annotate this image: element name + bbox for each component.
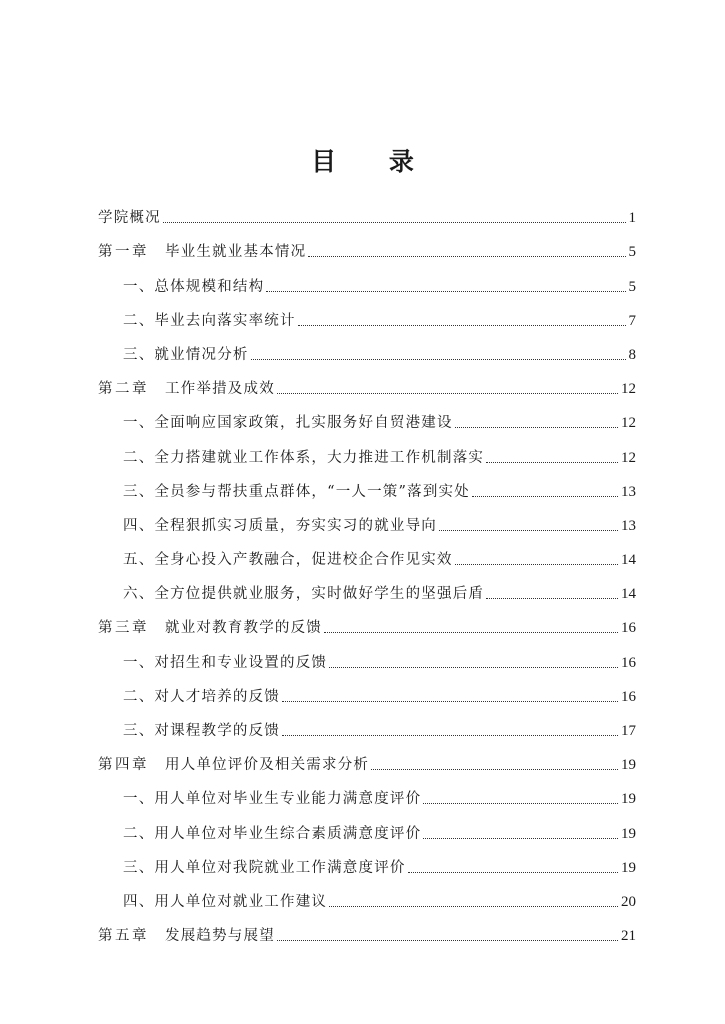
toc-entry-label: [123, 277, 264, 297]
toc-entry-label: [123, 824, 421, 844]
toc-entry-label: [123, 448, 484, 468]
toc-entry[interactable]: [98, 399, 636, 433]
toc-entry-label: [98, 926, 275, 946]
toc-entry-label: [123, 550, 453, 570]
toc-entry-text: 一、用人单位对毕业生专业能力满意度评价: [123, 791, 422, 808]
toc-page-number: 14: [621, 552, 636, 569]
toc-leader-dots: [455, 564, 618, 565]
toc-entry[interactable]: [98, 228, 636, 262]
toc-entry-text: 四、全程狠抓实习质量，夯实实习的就业导向: [123, 517, 437, 534]
toc-leader-dots: [423, 838, 618, 839]
toc-leader-dots: [324, 632, 618, 633]
toc-entry-label: [123, 858, 406, 878]
toc-page-number: 12: [621, 415, 636, 432]
toc-entry[interactable]: [98, 707, 636, 741]
toc-page-number: 17: [621, 723, 636, 739]
toc-entry-label: [123, 516, 437, 536]
toc-entry-text: 三、用人单位对我院就业工作满意度评价: [123, 859, 406, 876]
toc-page-number: 1: [628, 210, 636, 227]
toc-leader-dots: [308, 256, 625, 257]
toc-leader-dots: [277, 940, 618, 941]
toc-entry-text: 三、全员参与帮扶重点群体，“一人一策”落到实处: [123, 483, 470, 500]
toc-entry[interactable]: [98, 604, 636, 638]
toc-entry-label: [123, 482, 470, 502]
toc-entry[interactable]: [98, 673, 636, 707]
toc-leader-dots: [266, 291, 625, 292]
toc-page-number: 16: [621, 620, 636, 637]
toc-leader-dots: [282, 701, 618, 702]
toc-entry-text: 二、用人单位对毕业生综合素质满意度评价: [123, 825, 422, 842]
toc-entry[interactable]: [98, 297, 636, 331]
toc-entry-text: 就业对教育教学的反馈: [165, 620, 322, 637]
toc-entry[interactable]: [98, 433, 636, 467]
toc-page-number: 5: [628, 278, 636, 295]
toc-entry-label: [123, 311, 296, 331]
toc-entry-label: [98, 618, 322, 638]
toc-entry-text: 一、全面响应国家政策，扎实服务好自贸港建设: [123, 415, 453, 432]
toc-page-number: 20: [621, 893, 636, 910]
toc-leader-dots: [408, 872, 618, 873]
toc-entry[interactable]: [98, 468, 636, 502]
toc-entry[interactable]: [98, 194, 636, 228]
toc-leader-dots: [423, 803, 618, 804]
toc-leader-dots: [486, 598, 618, 599]
toc-page-number: 8: [628, 346, 636, 363]
toc-entry[interactable]: [98, 638, 636, 672]
toc-page-number: 13: [621, 483, 636, 500]
toc-entry-text: 三、对课程教学的反馈: [123, 723, 280, 739]
toc-leader-dots: [439, 530, 618, 531]
toc-entry-text: 二、全力搭建就业工作体系，大力推进工作机制落实: [123, 449, 485, 466]
toc-entry[interactable]: [98, 775, 636, 809]
toc-entry-text: 二、对人才培养的反馈: [123, 688, 280, 705]
toc-chapter-number: 第一章: [98, 244, 149, 261]
toc-entry-label: [123, 892, 327, 912]
toc-chapter-number: 第三章: [98, 620, 149, 637]
toc-entry-text: 四、用人单位对就业工作建议: [123, 893, 328, 910]
toc-chapter-number: 第四章: [98, 757, 149, 774]
toc-page-number: 12: [621, 381, 636, 398]
toc-leader-dots: [472, 496, 618, 497]
toc-entry[interactable]: [98, 365, 636, 399]
toc-entry-label: [123, 345, 249, 365]
toc-entry-label: [123, 789, 421, 809]
toc-entry-text: 三、就业情况分析: [123, 346, 249, 363]
toc-page-number: 19: [621, 791, 636, 808]
toc-leader-dots: [486, 462, 618, 463]
toc-entry[interactable]: [98, 502, 636, 536]
toc-leader-dots: [455, 427, 618, 428]
toc-entry-text: 毕业生就业基本情况: [165, 244, 307, 261]
toc-leader-dots: [298, 325, 626, 326]
toc-chapter-number: 第二章: [98, 381, 149, 398]
toc-entry-label: [123, 413, 453, 433]
toc-entry-text: 一、总体规模和结构: [123, 278, 265, 295]
toc-entry-text: 发展趋势与展望: [165, 928, 275, 945]
toc-entry-label: [98, 242, 306, 262]
toc-chapter-number: 第五章: [98, 928, 149, 945]
toc-entry-label: [98, 379, 275, 399]
toc-page-number: 19: [621, 757, 636, 774]
toc-page-number: 14: [621, 586, 636, 603]
toc-entry-text: 用人单位评价及相关需求分析: [165, 757, 370, 774]
toc-entry-label: [123, 653, 327, 673]
toc-page-number: 12: [621, 449, 636, 466]
toc-entry[interactable]: [98, 536, 636, 570]
toc-leader-dots: [371, 769, 618, 770]
toc-page-number: 19: [621, 825, 636, 842]
toc-leader-dots: [251, 359, 626, 360]
toc-page-number: 16: [621, 654, 636, 671]
toc-entry-label: [123, 687, 280, 707]
toc-entry-label: [123, 584, 484, 604]
toc-entry[interactable]: [98, 741, 636, 775]
toc-leader-dots: [282, 735, 618, 736]
toc-page-number: 5: [628, 244, 636, 261]
toc-entry-text: 六、全方位提供就业服务，实时做好学生的坚强后盾: [123, 586, 485, 603]
toc-leader-dots: [329, 906, 618, 907]
toc-entry-text: 五、全身心投入产教融合，促进校企合作见实效: [123, 552, 453, 569]
toc-leader-dots: [277, 393, 618, 394]
toc-entry-label: [98, 755, 369, 775]
toc-page-number: 16: [621, 688, 636, 705]
toc-page-number: 19: [621, 859, 636, 876]
toc-entry-text: 二、毕业去向落实率统计: [123, 312, 296, 329]
page-title: 目 录: [311, 146, 436, 176]
toc-entry-text: 工作举措及成效: [165, 381, 275, 398]
toc-entry-label: [98, 208, 161, 228]
table-of-contents: [98, 194, 636, 946]
toc-leader-dots: [329, 667, 618, 668]
toc-leader-dots: [163, 222, 626, 223]
toc-entry[interactable]: [98, 912, 636, 946]
toc-page-number: 7: [628, 312, 636, 329]
toc-entry-text: 学院概况: [98, 210, 161, 227]
toc-entry[interactable]: [98, 570, 636, 604]
toc-page-number: 21: [621, 928, 636, 945]
toc-entry[interactable]: [98, 262, 636, 296]
toc-entry-label: [123, 721, 280, 741]
toc-entry-text: 一、对招生和专业设置的反馈: [123, 654, 328, 671]
toc-entry[interactable]: [98, 809, 636, 843]
toc-entry[interactable]: [98, 331, 636, 365]
toc-page-number: 13: [621, 517, 636, 534]
toc-entry[interactable]: [98, 878, 636, 912]
toc-entry[interactable]: [98, 844, 636, 878]
